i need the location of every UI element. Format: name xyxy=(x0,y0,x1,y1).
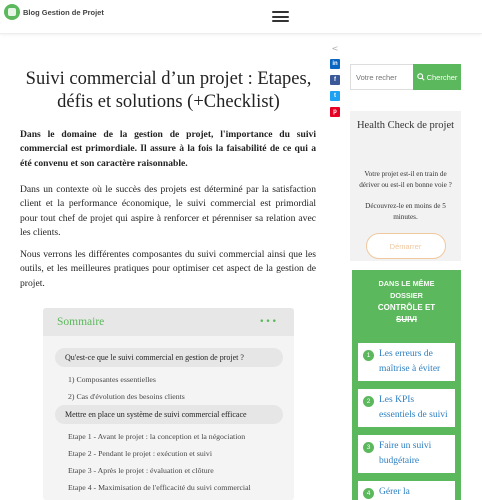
health-check-text: Votre projet est-il en train de dériver ou est-il en bonne voie ? xyxy=(359,170,452,189)
search-form xyxy=(350,64,461,90)
site-logo[interactable] xyxy=(4,4,104,20)
table-of-contents xyxy=(43,308,294,500)
facebook-share-button[interactable] xyxy=(330,75,340,85)
search-icon xyxy=(417,73,425,81)
pinterest-share-button[interactable] xyxy=(330,107,340,117)
toc-item-sub[interactable]: Etape 1 - Avant le projet : la conception et la négociation xyxy=(68,432,246,441)
search-button-label: Chercher xyxy=(426,72,458,82)
folder-heading-line: CONTRÔLE ET xyxy=(377,303,436,312)
twitter-icon: t xyxy=(334,93,336,99)
item-number-badge: 1 xyxy=(363,350,374,361)
share-bar xyxy=(330,45,340,117)
article-title: Suivi commercial d’un projet : Etapes, défis et solutions (+Checklist) xyxy=(25,69,312,112)
item-number-badge: 4 xyxy=(363,488,374,499)
toc-toggle-icon[interactable]: ••• xyxy=(259,317,278,327)
body-paragraph: Dans un contexte où le succès des projets est déterminé par la satisfaction client et la performance économique, le suivi commercial est primordial pour tout chef de projet qui aspire à renforcer et pérenniser sa relation avec les clients. xyxy=(20,184,316,239)
folder-article-link[interactable] xyxy=(357,342,456,382)
item-number-badge: 3 xyxy=(363,442,374,453)
toc-item-sub[interactable]: Etape 3 - Après le projet : évaluation et clôture xyxy=(68,466,214,475)
toc-item-sub[interactable]: 1) Composantes essentielles xyxy=(68,375,156,384)
search-button[interactable] xyxy=(413,64,461,90)
pinterest-icon: p xyxy=(333,109,337,115)
folder-heading-line: DOSSIER xyxy=(390,291,423,300)
folder-heading xyxy=(352,270,461,326)
same-folder-widget xyxy=(352,270,461,500)
toc-item-sub[interactable]: Etape 2 - Pendant le projet : exécution et suivi xyxy=(68,449,212,458)
toc-header[interactable] xyxy=(43,308,294,336)
folder-article-link[interactable] xyxy=(357,434,456,474)
folder-heading-line: SUIVI xyxy=(396,315,417,324)
linkedin-icon: in xyxy=(332,61,338,67)
folder-article-title: Faire un suivi budgétaire xyxy=(379,441,432,466)
toc-item-main[interactable]: Qu'est-ce que le suivi commercial en gestion de projet ? xyxy=(55,348,283,367)
folder-heading-line: DANS LE MÊME xyxy=(378,279,435,288)
folder-article-list xyxy=(357,342,456,500)
logo-icon xyxy=(4,4,20,20)
folder-article-link[interactable] xyxy=(357,388,456,428)
facebook-icon: f xyxy=(334,77,336,83)
health-check-text: Découvrez-le en moins de 5 minutes. xyxy=(365,202,446,221)
logo-text: Blog Gestion de Projet xyxy=(23,7,104,17)
toc-list xyxy=(55,348,283,496)
health-check-widget xyxy=(350,111,461,261)
body-paragraph: Nous verrons les différentes composantes du suivi commercial ainsi que les outils, et les meilleures pratiques pour optimiser cet aspect de la gestion de projet. xyxy=(20,249,316,289)
item-number-badge: 2 xyxy=(363,396,374,407)
menu-hamburger-icon[interactable] xyxy=(272,11,289,22)
twitter-share-button[interactable] xyxy=(330,91,340,101)
toc-title: Sommaire xyxy=(57,316,105,328)
health-check-start-button[interactable]: Démarrer xyxy=(366,233,446,259)
intro-paragraph: Dans le domaine de la gestion de projet, l'importance du suivi commercial est primordiale. Il assure à la fois la faisabilité de ce qui a été convenu et son caractère raisonnable. xyxy=(20,129,316,169)
folder-article-title: Les KPIs essentiels de suivi xyxy=(379,395,448,420)
toc-item-sub[interactable]: Etape 4 - Maximisation de l'efficacité du suivi commercial xyxy=(68,483,251,492)
folder-article-title: Gérer la xyxy=(379,487,410,497)
share-icon: < xyxy=(331,44,339,53)
site-header xyxy=(0,0,482,34)
toc-item-sub[interactable]: 2) Cas d'évolution des besoins clients xyxy=(68,392,185,401)
search-input[interactable] xyxy=(350,64,413,90)
folder-article-title: Les erreurs de maîtrise à éviter xyxy=(379,349,441,374)
linkedin-share-button[interactable] xyxy=(330,59,340,69)
folder-article-link[interactable] xyxy=(357,480,456,500)
health-check-title: Health Check de projet xyxy=(356,120,455,131)
toc-item-main[interactable]: Mettre en place un système de suivi commercial efficace xyxy=(55,405,283,424)
